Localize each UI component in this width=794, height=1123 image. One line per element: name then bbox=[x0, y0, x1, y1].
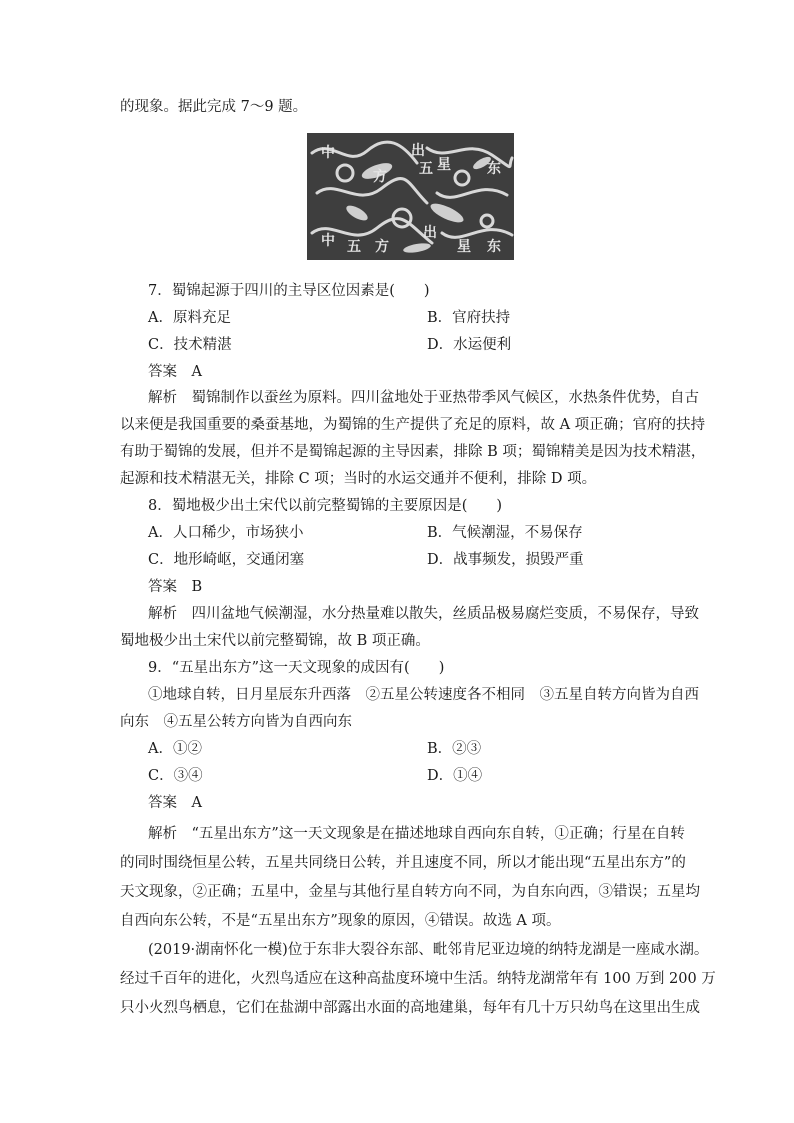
q9-option-c: C．③④ bbox=[148, 768, 203, 784]
brocade-glyph: 中 bbox=[321, 233, 335, 249]
q9-stem: 9．“五星出东方”这一天文现象的成因有( ) bbox=[148, 660, 445, 676]
brocade-image bbox=[307, 133, 514, 260]
brocade-glyph: 出 bbox=[423, 225, 437, 241]
next-passage-line: 只小火烈鸟栖息，它们在盐湖中部露出水面的高地建巢，每年有几十万只幼鸟在这里出生成 bbox=[120, 1000, 700, 1016]
brocade-glyph: 五 bbox=[347, 239, 361, 255]
brocade-glyph: 星 bbox=[437, 157, 451, 173]
brocade-glyph: 东 bbox=[487, 161, 501, 177]
q8-analysis-line: 蜀地极少出土宋代以前完整蜀锦，故 B 项正确。 bbox=[120, 633, 430, 649]
next-passage-line: (2019·湖南怀化一模)位于东非大裂谷东部、毗邻肯尼亚边境的纳特龙湖是一座咸水湖。 bbox=[148, 942, 709, 958]
q8-option-d: D．战事频发，损毁严重 bbox=[427, 552, 584, 568]
q9-statement-line: 向东 ④五星公转方向皆为自西向东 bbox=[120, 714, 352, 730]
brocade-glyph: 方 bbox=[375, 239, 389, 255]
brocade-glyph: 出 bbox=[411, 143, 425, 159]
q7-answer: 答案 A bbox=[148, 364, 202, 380]
q9-analysis-line: 自西向东公转，不是“五星出东方”现象的原因，④错误。故选 A 项。 bbox=[120, 913, 561, 929]
brocade-glyph: 方 bbox=[373, 169, 387, 185]
q9-analysis-line: 解析 “五星出东方”这一天文现象是在描述地球自西向东自转，①正确；行星在自转 bbox=[148, 826, 685, 842]
q7-analysis-line: 以来便是我国重要的桑蚕基地，为蜀锦的生产提供了充足的原料，故 A 项正确；官府的扶持 bbox=[120, 417, 706, 433]
brocade-glyph: 五 bbox=[419, 161, 433, 177]
q8-stem: 8．蜀地极少出土宋代以前完整蜀锦的主要原因是( ) bbox=[148, 498, 503, 514]
q7-option-a: A．原料充足 bbox=[148, 310, 231, 326]
q9-option-d: D．①④ bbox=[427, 768, 483, 784]
q8-option-b: B．气候潮湿，不易保存 bbox=[427, 525, 583, 541]
q8-answer: 答案 B bbox=[148, 579, 203, 595]
brocade-glyph: 东 bbox=[487, 239, 501, 255]
next-passage-line: 经过千百年的进化，火烈鸟适应在这种高盐度环境中生活。纳特龙湖常年有 100 万到 200 万 bbox=[120, 971, 716, 987]
q9-statement-line: ①地球自转，日月星辰东升西落 ②五星公转速度各不相同 ③五星自转方向皆为自西 bbox=[148, 687, 699, 703]
q7-option-d: D．水运便利 bbox=[427, 337, 512, 353]
q9-option-a: A．①② bbox=[148, 741, 202, 757]
q8-option-a: A．人口稀少，市场狭小 bbox=[148, 525, 304, 541]
brocade-glyph: 星 bbox=[457, 239, 471, 255]
q9-answer: 答案 A bbox=[148, 795, 202, 811]
brocade-pattern-svg bbox=[307, 133, 514, 260]
q9-analysis-line: 的同时围绕恒星公转，五星共同绕日公转，并且速度不同，所以才能出现“五星出东方”的 bbox=[120, 855, 686, 871]
q7-analysis-line: 起源和技术精湛无关，排除 C 项；当时的水运交通并不便利，排除 D 项。 bbox=[120, 471, 597, 487]
q7-stem: 7．蜀锦起源于四川的主导区位因素是( ) bbox=[148, 283, 430, 299]
q7-analysis-line: 解析 蜀锦制作以蚕丝为原料。四川盆地处于亚热带季风气候区，水热条件优势，自古 bbox=[148, 390, 699, 406]
q7-option-c: C．技术精湛 bbox=[148, 337, 232, 353]
q7-analysis-line: 有助于蜀锦的发展，但并不是蜀锦起源的主导因素，排除 B 项；蜀锦精美是因为技术精湛， bbox=[120, 444, 706, 460]
q7-option-b: B．官府扶持 bbox=[427, 310, 511, 326]
q9-analysis-line: 天文现象，②正确；五星中，金星与其他行星自转方向不同，为自东向西，③错误；五星均 bbox=[120, 884, 700, 900]
q8-analysis-line: 解析 四川盆地气候潮湿，水分热量难以散失，丝质品极易腐烂变质，不易保存，导致 bbox=[148, 606, 699, 622]
brocade-glyph: 中 bbox=[321, 145, 335, 161]
q8-option-c: C．地形崎岖，交通闭塞 bbox=[148, 552, 305, 568]
intro-text: 的现象。据此完成 7～9 题。 bbox=[120, 99, 308, 115]
q9-option-b: B．②③ bbox=[427, 741, 482, 757]
